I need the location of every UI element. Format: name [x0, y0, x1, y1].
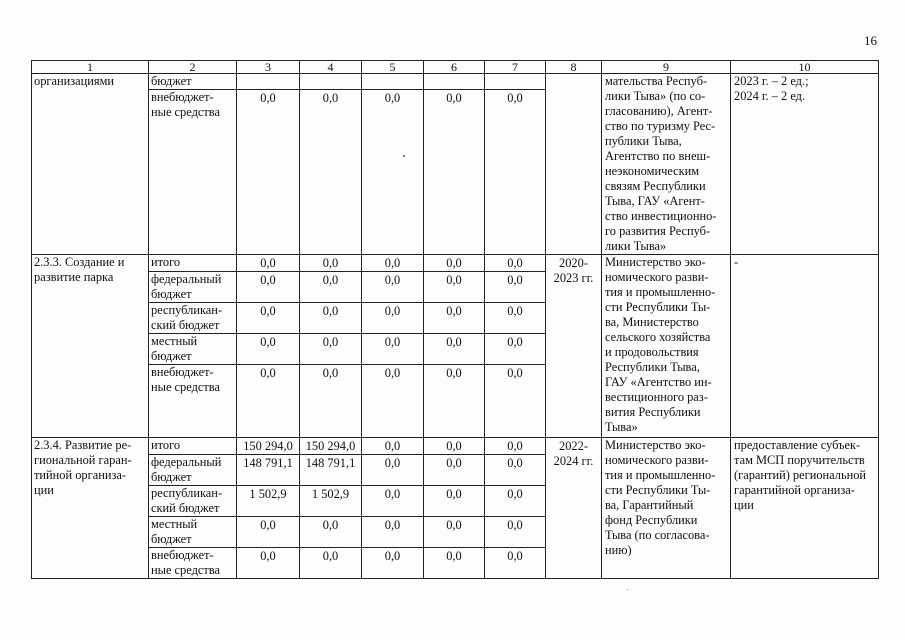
measure-name: 2.3.3. Создание и развитие парка: [32, 255, 149, 438]
results-cell: 2023 г. – 2 ед.; 2024 г. – 2 ед.: [731, 74, 879, 255]
value-cell: 0,0: [300, 517, 362, 548]
column-header: 10: [731, 61, 879, 74]
value-cell: 0,0: [300, 334, 362, 365]
column-header: 2: [149, 61, 237, 74]
value-cell: 0,0: [424, 517, 485, 548]
value-cell: 0,0: [237, 303, 300, 334]
value-cell: 0,0: [485, 486, 546, 517]
value-cell: 0,0: [485, 438, 546, 455]
table-row: [32, 255, 879, 272]
value-cell: 148 791,1: [300, 455, 362, 486]
value-cell: 150 294,0: [300, 438, 362, 455]
funding-source: местный бюджет: [149, 517, 237, 548]
period-cell: 2022- 2024 гг.: [546, 438, 602, 579]
column-header: 6: [424, 61, 485, 74]
value-cell: 0,0: [237, 334, 300, 365]
results-cell: предоставление субъек- там МСП поручительств (гарантий) региональной гарантийной организа- ции: [731, 438, 879, 579]
value-cell: 0,0: [362, 455, 424, 486]
value-cell: 0,0: [300, 255, 362, 272]
period-cell: [546, 74, 602, 255]
column-header: 9: [602, 61, 731, 74]
column-number-row: [32, 61, 879, 74]
value-cell: 0,0: [485, 334, 546, 365]
measure-name: организациями: [32, 74, 149, 255]
value-cell: 0,0: [362, 548, 424, 579]
table-row: [32, 438, 879, 455]
value-cell: 0,0: [362, 365, 424, 438]
value-cell: 0,0: [237, 548, 300, 579]
value-cell: 0,0: [424, 486, 485, 517]
value-cell: 0,0: [485, 365, 546, 438]
value-cell: 0,0: [362, 334, 424, 365]
value-cell: 0,0: [362, 517, 424, 548]
scan-speck: [403, 155, 405, 157]
value-cell: 0,0: [237, 517, 300, 548]
value-cell: 0,0: [237, 90, 300, 255]
value-cell: 0,0: [362, 90, 424, 255]
value-cell: 150 294,0: [237, 438, 300, 455]
column-header: 8: [546, 61, 602, 74]
value-cell: 0,0: [485, 255, 546, 272]
value-cell: 0,0: [300, 548, 362, 579]
value-cell: 0,0: [362, 255, 424, 272]
funding-source: бюджет: [149, 74, 237, 90]
value-cell: 0,0: [300, 90, 362, 255]
value-cell: 0,0: [237, 365, 300, 438]
value-cell: 0,0: [237, 255, 300, 272]
column-header: 5: [362, 61, 424, 74]
period-cell: 2020- 2023 гг.: [546, 255, 602, 438]
column-header: 3: [237, 61, 300, 74]
funding-source: федеральный бюджет: [149, 455, 237, 486]
value-cell: 0,0: [237, 272, 300, 303]
value-cell: 0,0: [485, 548, 546, 579]
column-header: 7: [485, 61, 546, 74]
value-cell: 148 791,1: [237, 455, 300, 486]
funding-source: внебюджет- ные средства: [149, 365, 237, 438]
value-cell: [362, 74, 424, 90]
funding-source: республикан- ский бюджет: [149, 486, 237, 517]
executors-cell: мательства Респуб- лики Тыва» (по со- гласованию), Агент- ство по туризму Рес- публики Тыва, Агентство по внеш- неэкономическим связям Республики Тыва, ГАУ «Агент- ство инвестиционно- го развития Респуб- лики Тыва»: [602, 74, 731, 255]
value-cell: [300, 74, 362, 90]
value-cell: 0,0: [485, 272, 546, 303]
results-cell: -: [731, 255, 879, 438]
funding-source: итого: [149, 438, 237, 455]
value-cell: 0,0: [424, 255, 485, 272]
value-cell: [485, 74, 546, 90]
page-number: 16: [864, 33, 877, 48]
executors-cell: Министерство эко- номического разви- тия и промышленно- сти Республики Ты- ва, Министерство сельского хозяйства и продовольствия Республики Тыва, ГАУ «Агентство ин- вестиционного раз- вития Республики Тыва»: [602, 255, 731, 438]
value-cell: 0,0: [485, 517, 546, 548]
value-cell: 0,0: [362, 438, 424, 455]
funding-source: федеральный бюджет: [149, 272, 237, 303]
value-cell: 0,0: [424, 455, 485, 486]
value-cell: 0,0: [485, 90, 546, 255]
funding-source: итого: [149, 255, 237, 272]
value-cell: 0,0: [300, 303, 362, 334]
value-cell: 0,0: [362, 486, 424, 517]
value-cell: 0,0: [424, 548, 485, 579]
value-cell: 1 502,9: [300, 486, 362, 517]
value-cell: [237, 74, 300, 90]
value-cell: 0,0: [424, 90, 485, 255]
program-table: [31, 60, 879, 579]
value-cell: 0,0: [485, 455, 546, 486]
executors-cell: Министерство эко- номического разви- тия и промышленно- сти Республики Ты- ва, Гарантийный фонд Республики Тыва (по согласова- нию): [602, 438, 731, 579]
value-cell: 0,0: [424, 272, 485, 303]
column-header: 1: [32, 61, 149, 74]
funding-source: местный бюджет: [149, 334, 237, 365]
value-cell: 0,0: [424, 438, 485, 455]
funding-source: республикан- ский бюджет: [149, 303, 237, 334]
value-cell: 0,0: [485, 303, 546, 334]
value-cell: 0,0: [424, 365, 485, 438]
value-cell: 0,0: [300, 272, 362, 303]
column-header: 4: [300, 61, 362, 74]
value-cell: 0,0: [362, 303, 424, 334]
value-cell: 1 502,9: [237, 486, 300, 517]
table-row: [32, 74, 879, 90]
value-cell: [424, 74, 485, 90]
value-cell: 0,0: [424, 303, 485, 334]
value-cell: 0,0: [424, 334, 485, 365]
funding-source: внебюджет- ные средства: [149, 548, 237, 579]
value-cell: 0,0: [362, 272, 424, 303]
value-cell: 0,0: [300, 365, 362, 438]
measure-name: 2.3.4. Развитие ре- гиональной гаран- тийной организа- ции: [32, 438, 149, 579]
scan-speck: [627, 589, 628, 590]
funding-source: внебюджет- ные средства: [149, 90, 237, 255]
